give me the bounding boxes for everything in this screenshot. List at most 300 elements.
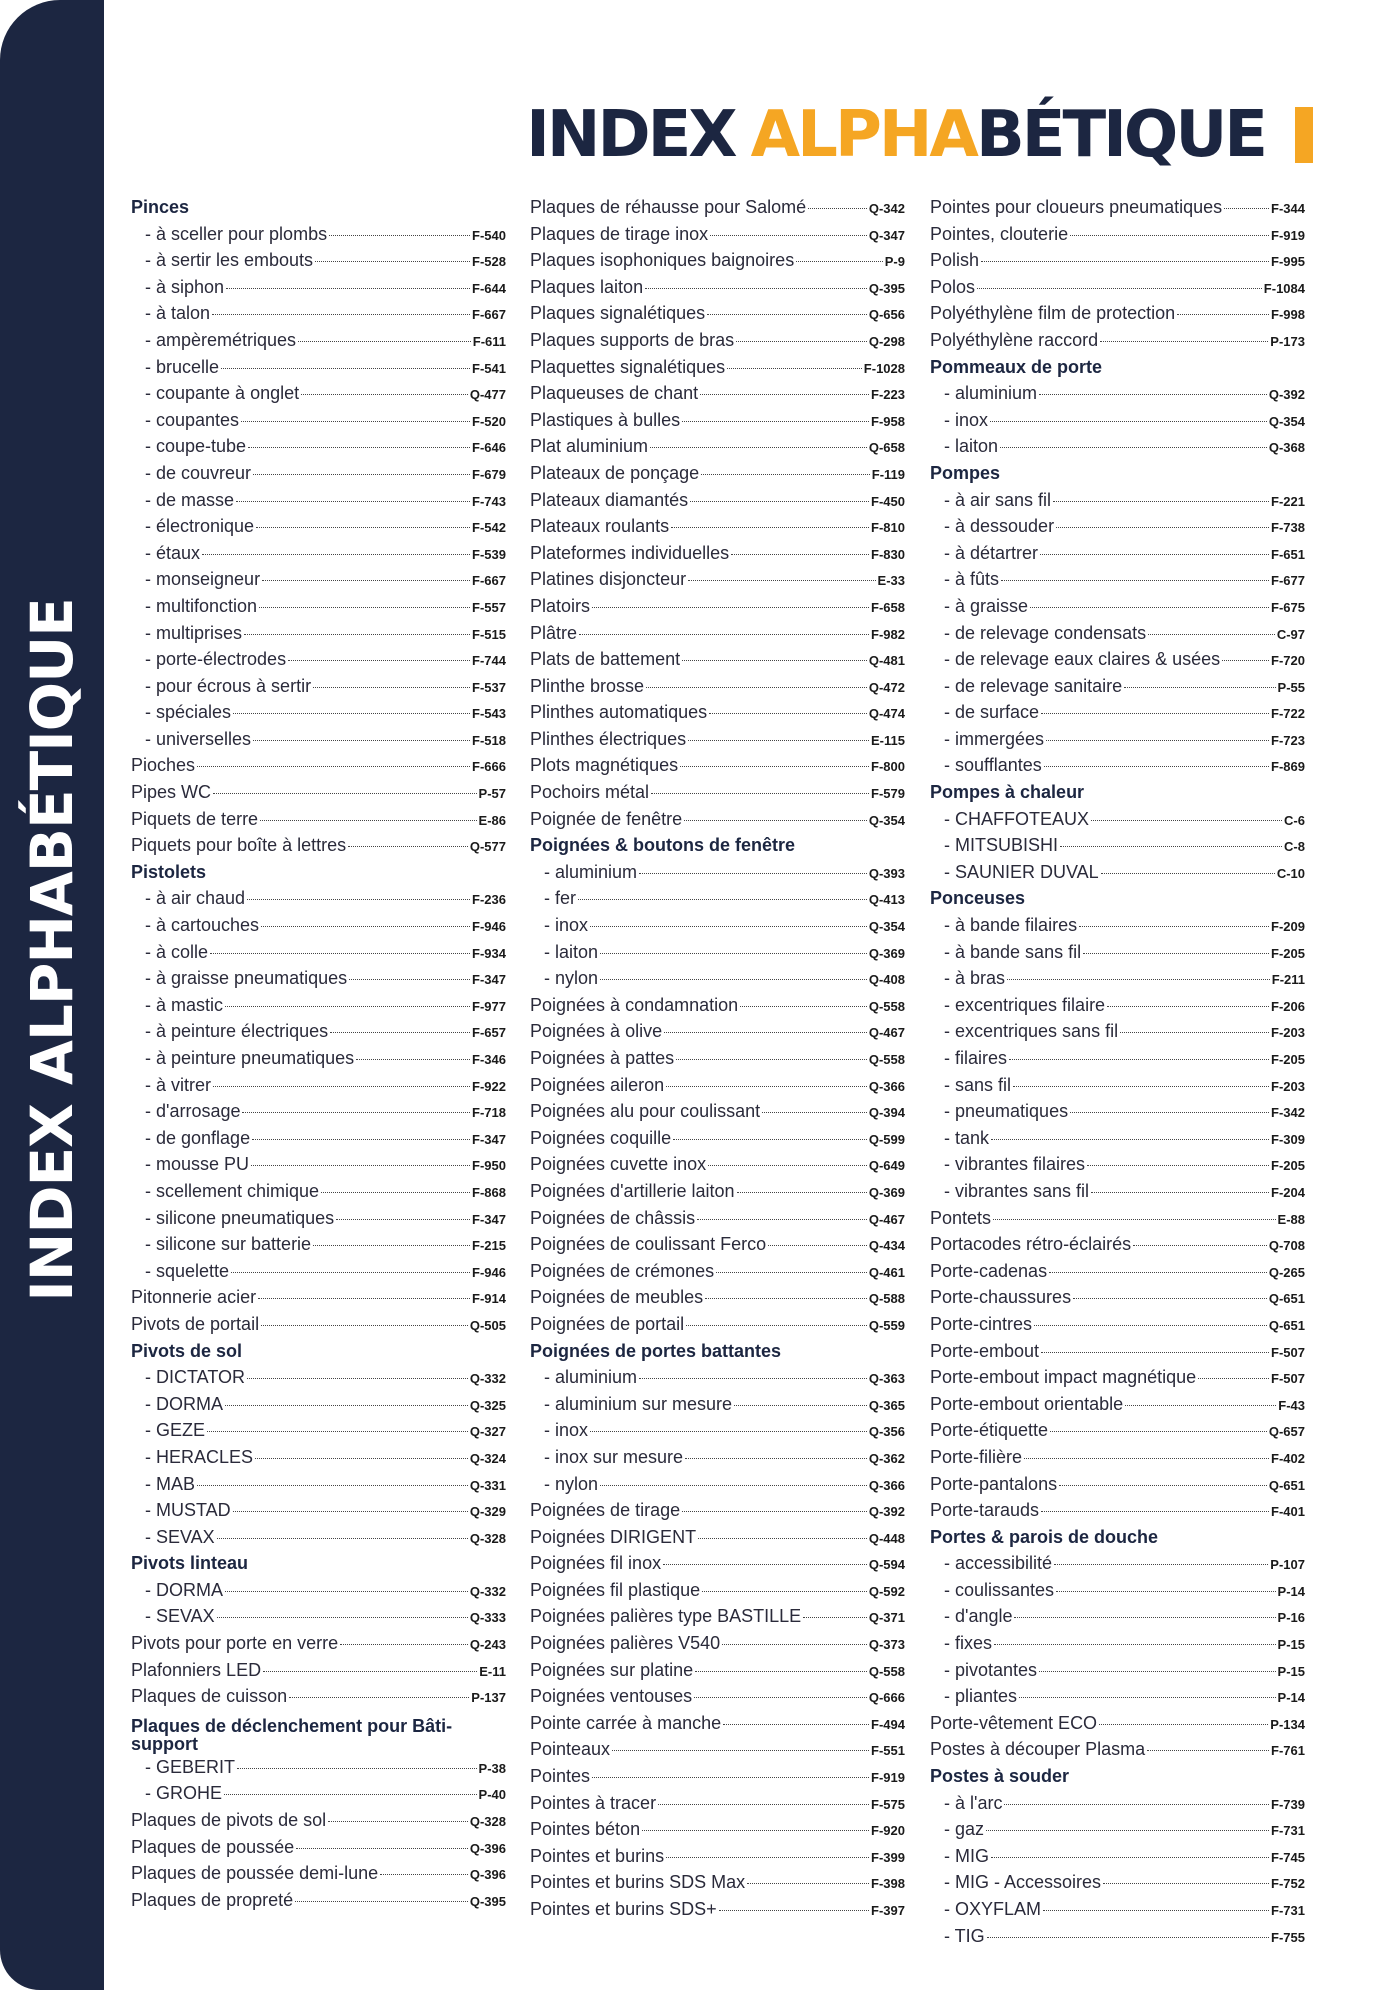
entry-label: Pivots de portail [131, 1313, 260, 1334]
dot-leader [213, 1086, 470, 1087]
entry-label: Plateformes individuelles [530, 542, 730, 563]
index-subentry [131, 915, 506, 942]
index-entry [530, 330, 905, 357]
page-reference: F-644 [472, 280, 506, 296]
page-reference: F-211 [1271, 972, 1305, 988]
dot-leader [244, 634, 470, 635]
page-reference: F-743 [472, 493, 506, 509]
index-entry [530, 1527, 905, 1554]
entry-label: - pour écrous à sertir [145, 675, 312, 696]
dot-leader [329, 235, 470, 236]
page-reference: C-8 [1284, 839, 1305, 855]
dot-leader [289, 1697, 469, 1698]
page-reference: Q-298 [868, 333, 905, 349]
entry-label: Poignées fil inox [530, 1553, 662, 1574]
dot-leader [747, 1883, 869, 1884]
dot-leader [1046, 740, 1269, 741]
index-entry [530, 729, 905, 756]
index-entry [131, 1633, 506, 1660]
dot-leader [380, 1874, 468, 1875]
dot-leader [707, 314, 867, 315]
entry-label: - de relevage condensats [944, 622, 1147, 643]
entry-label: Poignées de coulissant Ferco [530, 1234, 767, 1255]
dot-leader [642, 1830, 869, 1831]
dot-leader [664, 1032, 867, 1033]
dot-leader [217, 1538, 468, 1539]
dot-leader [698, 1538, 867, 1539]
index-subentry [131, 1021, 506, 1048]
index-entry [530, 1500, 905, 1527]
page-reference: F-868 [472, 1184, 506, 1200]
entry-label: Polyéthylène film de protection [930, 303, 1176, 324]
index-subentry [530, 862, 905, 889]
entry-label: Poignées de meubles [530, 1287, 704, 1308]
dot-leader [251, 1165, 470, 1166]
dot-leader [1000, 447, 1267, 448]
index-subentry [131, 1234, 506, 1261]
dot-leader [986, 1830, 1269, 1831]
dot-leader [600, 1485, 867, 1486]
entry-label: - à peinture pneumatiques [145, 1048, 355, 1068]
title-part-alpha: ALPHA [750, 98, 976, 172]
page-reference: P-15 [1277, 1663, 1305, 1679]
page-reference: F-450 [871, 493, 905, 509]
entry-label: Plaques signalétiques [530, 303, 706, 324]
index-subentry [930, 968, 1305, 995]
dot-leader [253, 740, 470, 741]
dot-leader [695, 1671, 867, 1672]
index-subentry [131, 224, 506, 251]
index-subentry [930, 1075, 1305, 1102]
dot-leader [298, 341, 471, 342]
dot-leader [259, 607, 470, 608]
page-reference: F-946 [472, 1264, 506, 1280]
index-entry [530, 410, 905, 437]
index-entry [530, 1819, 905, 1846]
entry-label: - vibrantes sans fil [944, 1180, 1090, 1201]
index-subentry [930, 1181, 1305, 1208]
index-entry [131, 1314, 506, 1341]
entry-label: - inox [544, 915, 589, 936]
index-entry [530, 463, 905, 490]
entry-label: - à talon [145, 303, 211, 324]
entry-label: - à bande filaires [944, 915, 1078, 936]
page-reference: F-646 [472, 440, 506, 456]
index-subentry [131, 1757, 506, 1784]
dot-leader [328, 1821, 468, 1822]
index-subentry [131, 357, 506, 384]
dot-leader [612, 1750, 869, 1751]
dot-leader [330, 1032, 470, 1033]
page-reference: P-16 [1277, 1610, 1305, 1626]
page-reference: F-738 [1271, 520, 1305, 536]
index-subentry [131, 968, 506, 995]
entry-label: Porte-tarauds [930, 1500, 1040, 1521]
page-reference: F-995 [1271, 254, 1305, 270]
page-reference: F-221 [1271, 493, 1305, 509]
index-heading: Poignées de portes battantes [530, 1340, 782, 1361]
page-reference: Q-393 [868, 865, 905, 881]
index-subentry [131, 516, 506, 543]
dot-leader [701, 474, 870, 475]
page-reference: Q-474 [868, 706, 905, 722]
page-reference: Q-505 [469, 1317, 506, 1333]
page-reference: F-998 [1271, 307, 1305, 323]
dot-leader [197, 766, 470, 767]
index-subentry [530, 915, 905, 942]
dot-leader [1103, 1883, 1269, 1884]
page-reference: F-958 [871, 413, 905, 429]
index-subentry [131, 1606, 506, 1633]
entry-label: - aluminium [544, 861, 638, 882]
page-reference: F-528 [472, 254, 506, 270]
page-reference: C-97 [1276, 626, 1305, 642]
entry-label: - accessibilité [944, 1553, 1053, 1574]
index-entry [530, 303, 905, 330]
index-entry [131, 782, 506, 809]
index-subentry [930, 1128, 1305, 1155]
entry-label: Poignées à pattes [530, 1048, 675, 1068]
entry-label: Pointes pour cloueurs pneumatiques [930, 197, 1223, 217]
entry-label: Plâtre [530, 622, 578, 643]
entry-label: Plinthe brosse [530, 675, 645, 696]
entry-label: Pointes à tracer [530, 1792, 657, 1813]
dot-leader [1133, 1245, 1267, 1246]
page-reference: F-731 [1271, 1903, 1305, 1918]
page-reference: Q-265 [1268, 1264, 1305, 1280]
entry-label: Platines disjoncteur [530, 569, 687, 590]
entry-label: - gaz [944, 1819, 985, 1840]
page-reference: F-494 [871, 1716, 905, 1732]
entry-label: - à siphon [145, 276, 225, 297]
entry-label: - MIG [944, 1845, 989, 1866]
dot-leader [1107, 1006, 1269, 1007]
entry-label: Poignées de crémones [530, 1260, 715, 1281]
index-subentry [530, 1394, 905, 1421]
entry-label: - de relevage eaux claires & usées [944, 649, 1221, 670]
page-reference: F-209 [1271, 919, 1305, 935]
entry-label: Plats de battement [530, 649, 681, 670]
entry-label: Plastiques à bulles [530, 409, 681, 430]
index-column-1 [131, 197, 506, 1916]
page-reference: P-40 [478, 1787, 506, 1803]
dot-leader [590, 1431, 867, 1432]
index-entry [530, 1713, 905, 1740]
index-subentry [530, 1447, 905, 1474]
index-subentry [131, 623, 506, 650]
entry-label: - à graisse [944, 595, 1029, 616]
entry-label: Portacodes rétro-éclairés [930, 1234, 1132, 1255]
page-reference: F-946 [472, 919, 506, 935]
index-entry [930, 330, 1305, 357]
dot-leader [210, 953, 470, 954]
page-reference: Q-649 [868, 1158, 905, 1174]
page-reference: Q-363 [868, 1371, 905, 1387]
dot-leader [682, 421, 869, 422]
entry-label: Porte-cintres [930, 1313, 1033, 1334]
index-entry [530, 1048, 905, 1075]
entry-label: Poignées aileron [530, 1074, 665, 1095]
entry-label: - inox sur mesure [544, 1446, 684, 1467]
dot-leader [1014, 1617, 1275, 1618]
page-reference: P-57 [478, 786, 506, 802]
entry-label: Plaquettes signalétiques [530, 356, 726, 377]
index-heading: Ponceuses [930, 888, 1026, 909]
dot-leader [212, 314, 470, 315]
page-reference: F-205 [1271, 945, 1305, 961]
dot-leader [808, 208, 867, 209]
entry-label: - aluminium [544, 1367, 638, 1388]
entry-label: - étaux [145, 542, 201, 563]
dot-leader [1041, 1352, 1269, 1353]
entry-label: - porte-électrodes [145, 649, 287, 670]
index-subentry [930, 915, 1305, 942]
page-reference: Q-347 [868, 227, 905, 243]
index-subentry [131, 1394, 506, 1421]
index-subentry [930, 490, 1305, 517]
index-column-2 [530, 197, 905, 1926]
dot-leader [716, 1272, 867, 1273]
dot-leader [1019, 1697, 1275, 1698]
page-reference: Q-324 [469, 1450, 506, 1466]
page-reference: F-43 [1278, 1397, 1305, 1413]
index-subentry [930, 1021, 1305, 1048]
index-subentry [131, 1101, 506, 1128]
page-reference: Q-365 [868, 1397, 905, 1413]
index-entry [530, 1101, 905, 1128]
entry-label: Pioches [131, 755, 196, 776]
entry-label: - laiton [544, 941, 599, 962]
entry-label: Porte-cadenas [930, 1260, 1048, 1281]
dot-leader [645, 288, 867, 289]
page-reference: F-551 [871, 1743, 905, 1759]
page-reference: F-919 [1271, 227, 1305, 243]
index-subentry [131, 277, 506, 304]
entry-label: - à graisse pneumatiques [145, 968, 348, 989]
index-entry [530, 436, 905, 463]
dot-leader [321, 1192, 470, 1193]
dot-leader [639, 1378, 867, 1379]
entry-label: Polos [930, 276, 976, 297]
dot-leader [221, 368, 470, 369]
dot-leader [356, 1059, 470, 1060]
entry-label: Plaques de poussée [131, 1836, 295, 1857]
entry-label: - MITSUBISHI [944, 835, 1059, 856]
dot-leader [336, 1219, 470, 1220]
page-reference: F-982 [871, 626, 905, 642]
entry-label: - MUSTAD [145, 1500, 231, 1521]
page-reference: F-761 [1271, 1743, 1305, 1759]
dot-leader [313, 1245, 470, 1246]
dot-leader [1056, 527, 1269, 528]
entry-label: - d'arrosage [145, 1101, 241, 1122]
dot-leader [1007, 979, 1270, 980]
index-entry [131, 809, 506, 836]
dot-leader [231, 1272, 470, 1273]
page-reference: F-205 [1271, 1158, 1305, 1174]
dot-leader [658, 1804, 869, 1805]
page-reference: F-342 [1271, 1105, 1305, 1121]
index-heading: Portes & parois de douche [930, 1526, 1159, 1547]
entry-label: - silicone sur batterie [145, 1234, 312, 1255]
dot-leader [990, 421, 1267, 422]
entry-label: - de relevage sanitaire [944, 675, 1123, 696]
page-reference: F-203 [1271, 1078, 1305, 1094]
dot-leader [313, 687, 470, 688]
page-reference: F-542 [472, 520, 506, 536]
dot-leader [247, 899, 470, 900]
entry-label: Poignées coquille [530, 1127, 672, 1148]
entry-label: Plateaux de ponçage [530, 462, 700, 483]
index-entry [131, 1287, 506, 1314]
index-heading: Pinces [131, 197, 190, 217]
index-subentry [930, 809, 1305, 836]
index-subentry [930, 1101, 1305, 1128]
entry-label: Porte-pantalons [930, 1473, 1058, 1494]
index-subentry [930, 436, 1305, 463]
dot-leader [592, 607, 869, 608]
page-reference: F-205 [1271, 1052, 1305, 1067]
page-reference: P-173 [1270, 333, 1305, 349]
dot-leader [1099, 1724, 1268, 1725]
page-reference: Q-371 [868, 1610, 905, 1626]
entry-label: - à sertir les embouts [145, 250, 314, 271]
dot-leader [1148, 634, 1275, 635]
index-subentry [930, 623, 1305, 650]
index-subentry [530, 888, 905, 915]
entry-label: - d'angle [944, 1606, 1013, 1627]
dot-leader [1059, 1485, 1267, 1486]
entry-label: - filaires [944, 1048, 1008, 1068]
index-subentry [930, 596, 1305, 623]
page-reference: F-745 [1271, 1849, 1305, 1865]
entry-label: Poignées sur platine [530, 1659, 694, 1680]
dot-leader [1009, 1059, 1269, 1060]
index-subentry [131, 1128, 506, 1155]
index-subentry [131, 1420, 506, 1447]
entry-label: Pointes béton [530, 1819, 641, 1840]
index-heading: Pivots de sol [131, 1340, 243, 1361]
page-reference: F-869 [1271, 759, 1305, 775]
entry-label: Plat aluminium [530, 436, 649, 457]
entry-label: - tank [944, 1127, 990, 1148]
index-subentry [930, 1899, 1305, 1926]
index-entry [530, 250, 905, 277]
entry-label: Plots magnétiques [530, 755, 679, 776]
dot-leader [1073, 1298, 1267, 1299]
dot-leader [994, 1644, 1276, 1645]
dot-leader [688, 740, 869, 741]
dot-leader [600, 953, 867, 954]
entry-label: Poignées à olive [530, 1021, 663, 1042]
entry-label: - à dessouder [944, 516, 1055, 537]
page-reference: Q-666 [868, 1690, 905, 1706]
entry-label: - à fûts [944, 569, 1000, 590]
index-subentry [131, 1261, 506, 1288]
page-reference: F-515 [472, 626, 506, 642]
entry-label: - à sceller pour plombs [145, 223, 328, 244]
index-entry [131, 1837, 506, 1864]
entry-label: - à vitrer [145, 1074, 212, 1095]
entry-label: Postes à découper Plasma [930, 1739, 1146, 1760]
entry-label: Poignées alu pour coulissant [530, 1101, 761, 1122]
page-reference: Q-558 [868, 1052, 905, 1067]
entry-label: Porte-embout [930, 1340, 1040, 1361]
entry-label: - coupe-tube [145, 436, 247, 457]
entry-label: Porte-étiquette [930, 1420, 1049, 1441]
page-reference: Q-461 [868, 1264, 905, 1280]
index-entry [530, 543, 905, 570]
dot-leader [256, 527, 470, 528]
dot-leader [702, 1591, 867, 1592]
page-reference: Q-558 [868, 998, 905, 1014]
entry-label: Poignées fil plastique [530, 1579, 701, 1600]
page-reference: P-55 [1277, 679, 1305, 695]
entry-label: - à bras [944, 968, 1006, 989]
entry-label: - DORMA [145, 1579, 223, 1600]
page-reference: P-107 [1270, 1557, 1305, 1573]
dot-leader [639, 873, 867, 874]
entry-label: - nylon [544, 1473, 599, 1494]
dot-leader [722, 1644, 867, 1645]
dot-leader [1049, 1272, 1267, 1273]
page-reference: F-810 [871, 520, 905, 536]
index-entry [530, 1660, 905, 1687]
index-entry [530, 676, 905, 703]
dot-leader [740, 1006, 867, 1007]
index-subentry [930, 835, 1305, 862]
index-subentry [131, 250, 506, 277]
index-subentry [930, 1553, 1305, 1580]
entry-label: - de surface [944, 702, 1040, 723]
entry-label: Plaques de poussée demi-lune [131, 1863, 379, 1884]
entry-label: - à l'arc [944, 1792, 1003, 1813]
dot-leader [1054, 1564, 1268, 1565]
dot-leader [340, 1644, 468, 1645]
dot-leader [987, 1937, 1269, 1938]
index-entry [530, 277, 905, 304]
index-heading: Pivots linteau [131, 1553, 249, 1574]
index-entry [530, 596, 905, 623]
entry-label: - pivotantes [944, 1659, 1038, 1680]
index-entry [530, 1872, 905, 1899]
page-reference: F-611 [472, 333, 506, 349]
page-reference: F-922 [472, 1078, 506, 1094]
index-entry [530, 1021, 905, 1048]
entry-label: Pointe carrée à manche [530, 1712, 722, 1733]
dot-leader [1034, 1325, 1267, 1326]
page-reference: F-507 [1271, 1344, 1305, 1360]
page-reference: Q-396 [469, 1867, 506, 1883]
dot-leader [1004, 1804, 1269, 1805]
page-reference: Q-656 [868, 307, 905, 323]
index-entry [131, 835, 506, 862]
page-reference: Q-362 [868, 1450, 905, 1466]
page-reference: Q-592 [868, 1583, 905, 1599]
dot-leader [705, 1298, 867, 1299]
entry-label: Poignées de portail [530, 1313, 685, 1334]
page-reference: F-718 [472, 1105, 506, 1121]
dot-leader [737, 1192, 867, 1193]
page-reference: Q-354 [1268, 413, 1305, 429]
dot-leader [247, 1378, 468, 1379]
page-reference: Q-327 [469, 1424, 506, 1440]
index-entry [530, 995, 905, 1022]
index-heading: Pompes [930, 462, 1001, 483]
entry-label: - squelette [145, 1260, 230, 1281]
page-reference: Q-477 [469, 387, 506, 403]
dot-leader [991, 1857, 1269, 1858]
